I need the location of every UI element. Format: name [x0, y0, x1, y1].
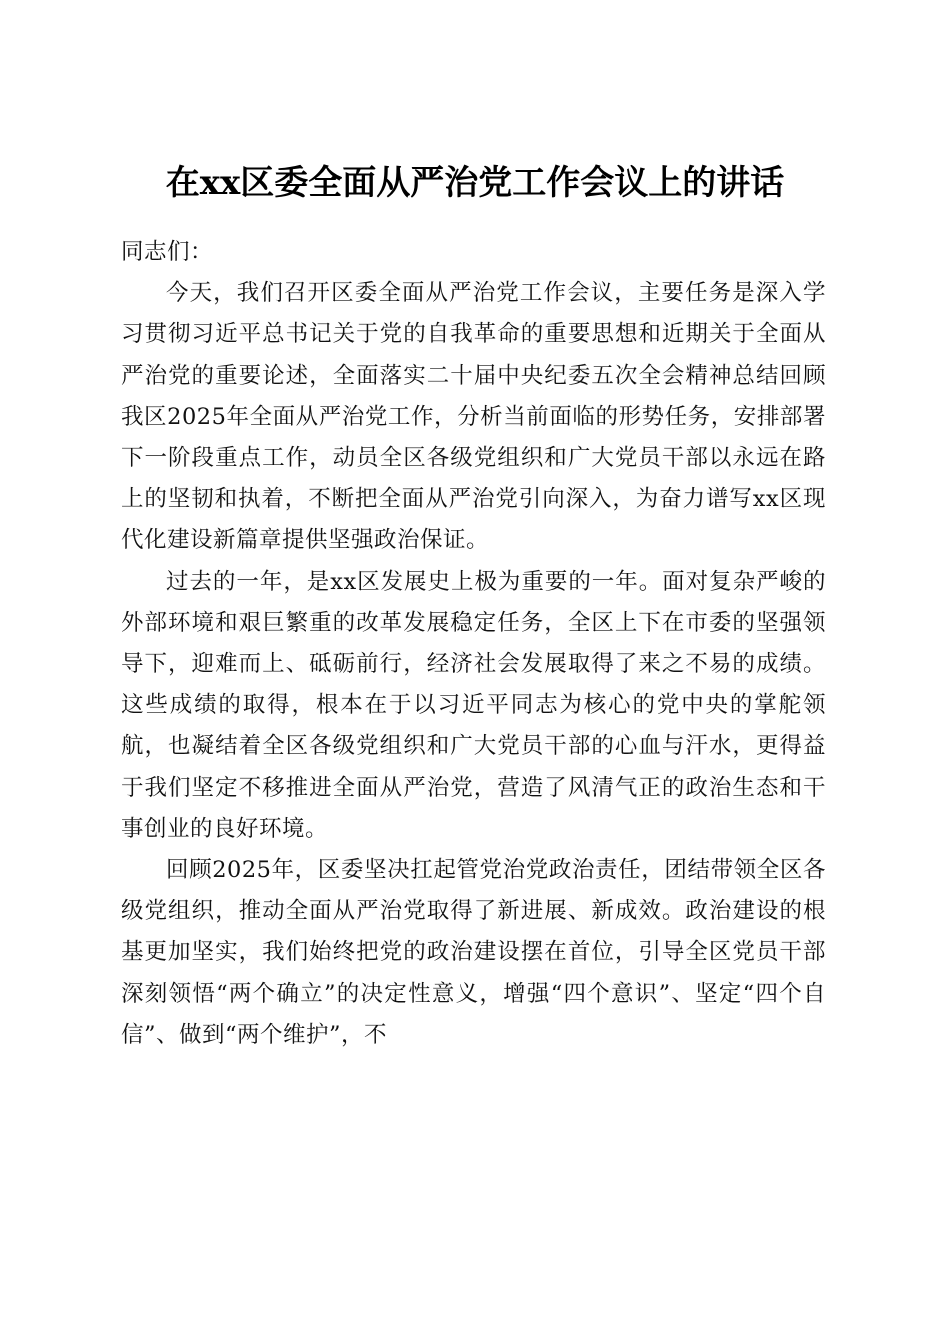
document-title: 在xx区委全面从严治党工作会议上的讲话 [165, 162, 785, 203]
paragraph-2: 过去的一年，是xx区发展史上极为重要的一年。面对复杂严峻的外部环境和艰巨繁重的改革发展稳定任务，全区上下在市委的坚强领导下，迎难而上、砥砺前行，经济社会发展取得了来之不易的成绩。这些成绩的取得，根本在于以习近平同志为核心的党中央的掌舵领航，也凝结着全区各级党组织和广大党员干部的心血与汗水，更得益于我们坚定不移推进全面从严治党，营造了风清气正的政治生态和干事创业的良好环境。 [121, 568, 826, 842]
paragraph-3: 回顾2025年，区委坚决扛起管党治党政治责任，团结带领全区各级党组织，推动全面从严治党取得了新进展、新成效。政治建设的根基更加坚实，我们始终把党的政治建设摆在首位，引导全区党员干部深刻领悟“两个确立”的决定性意义，增强“四个意识”、坚定“四个自信”、做到“两个维护”，不 [121, 857, 826, 1048]
salutation: 同志们： [121, 239, 214, 265]
paragraph-1: 今天，我们召开区委全面从严治党工作会议，主要任务是深入学习贯彻习近平总书记关于党的自我革命的重要思想和近期关于全面从严治党的重要论述，全面落实二十届中央纪委五次全会精神总结回顾我区2025年全面从严治党工作，分析当前面临的形势任务，安排部署下一阶段重点工作，动员全区各级党组织和广大党员干部以永远在路上的坚韧和执着，不断把全面从严治党引向深入，为奋力谱写xx区现代化建设新篇章提供坚强政治保证。 [121, 280, 826, 554]
document-body [121, 232, 826, 1056]
